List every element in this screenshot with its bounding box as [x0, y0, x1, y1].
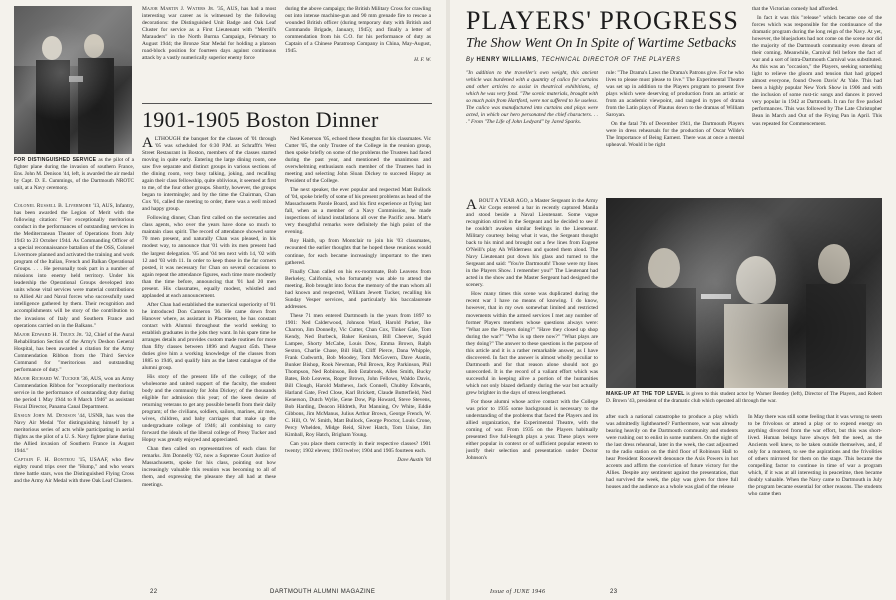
awards-column-3	[285, 6, 431, 98]
article-column-2	[606, 414, 738, 591]
article-paragraph: How many times this scene was duplicated during the recent war I have no means of knowing. I do know, however, that in my own somewhat limited and restricted movements within the armed services I met any number of former Players members whose questions always were: "What are the Players doing?" "Have they closed up shop during the war?" "Who is up there now?" "What plays are they doing?" The answer to these questions is the purpose of this article and it is a rather remarkable answer, as I have discovered. In fact the answer is almost wholly peculiar to Dartmouth and for that reason alone should not go unrecorded. It is the record of a valiant effort which was successful in keeping alive a portion of the humanities which not only blazed defiantly during the war but actually grew brighter in the days of stress lengthened.	[466, 291, 598, 396]
left-page-number: 22	[150, 589, 158, 595]
issue-date: Issue of JUNE 1946	[490, 589, 546, 595]
players-progress-title: PLAYERS' PROGRESS	[466, 6, 739, 35]
byline	[466, 57, 680, 63]
byline-role: , TECHNICAL DIRECTOR OF THE PLAYERS	[536, 57, 681, 63]
article-text: BOUT A YEAR AGO, a Master Sergeant in the Army Air Corps entered a bar in recently captured Manila and stood beside a Naval Lieutenant. Some vague recognition stirred in the Sergeant and he decided to see if he couldn't awaken similar feelings in the Lieutenant. Military courtesy being what it was, the Sergeant thought back to his mind and brought out a few lines from Eugene O'Neill's play Ah Wilderness and quoted them aloud. The Navy Lieutenant put down his glass and turned to the Sergeant and said: "You're Dartmouth! Those were my lines in the Players Show. I remember you!" The Lieutenant had acted in the show and the Master Sergeant had designed the scenery.	[466, 198, 598, 289]
dinner-paragraph: These 71 men entered Dartmouth in the years from 1897 to 1901: Ned Calderwood, Johnson Ward, Harold Parker, Ike Charron, Jim Donnelly, Vic Cutter, Chan Cox, Tinker Gale, Tom Kendy, Ned Burbeck, Baker Kenison, Bill Cheever, Squid Lampee, Shorty McCabe, Louis Dow, Emma Brown, Ralph Sexton, Charlie Chase, Bill Hall, Cliff Pierce, Dana Whipple, Frank Cudworth, Bob Moodey, Tom McGovern, Dave Austin, Bunker Bishop, Rook Newman, Phil Brown, Roy Parkinson, Phil Thompson, Ned Robinson, Bob Estabrook, Allen Smith, Bucky Bates, Bob Leavens, Roger Brown, John Fellows, Waldo Davis, Bill Clough, Harold Mathews, Jack Connell, Chubby Edwards, Harland Gate, Fred Close, Karl Brickett, Claude Butterfield, Ned Kenerson, Dutch Wylie, Gene Dow, Pip Howard, Steve Stevens, Bob Harding, Deacon Hildreth, Pat Manning, Ov White, Eddie Gibbons, Jim McManus, Julius Arthur Brown, George French, W. C. Hill, O. W. Smith, Matt Bullock, George Proctor, Louis Crone, Percy Whelden, Midge Reid, Silver Hatch, Tom Unise, Jim Kimball, Roy Hatch, Brigham Young.	[285, 312, 431, 439]
intro-right-column	[606, 70, 744, 192]
award-lead: Captain F. H. Bonteou	[14, 457, 76, 464]
dinner-paragraph: Following dinner, Chan first called on the secretaries and class agents, who over the years have done so much to maintain class spirit. The record of attendance showed some 70 men present, and naturally Chan was pleased, in his modest way, to announce that '01 with its men present had the largest delegation. '05 and '04 ten next with 14, '02 with 12 and '03 with 11. In order to keep those in the far corners posted, it was necessary for Chan on several occasions to again repeat the attendance figures, each time more modestly than the time before, announcing that '01 had 20 men present. His classmates, equally modest, whistled and applauded at each announcement.	[142, 215, 276, 299]
article-paragraph: For those alumni whose active contact with the College was prior to 1935 some background is necessary to the understanding of the problems that faced the Players and its allied organization, the Experimental Theatre, with the coming of war. From 1935 on the Players habitually presented five full-length plays a year. These plays were either popular in context or of sufficient popular esteem to justify their selection and presentation under Doctor Johnson's	[466, 398, 598, 462]
award-paragraph	[14, 457, 134, 485]
right-caption-text: is given to this student actor by Warner Bentley (left), Director of The Players, and Robert D. Brown '43, president of the dramatic club which operated all through the war.	[606, 391, 883, 404]
award-continued: during the above campaign; the British Military Cross for crawling out into intense machine-gun and 90 mm grenade fire to rescue a wounded British officer (during temporary duty with British and Commando Brigade, January, 1945); and finally a letter of commendation from his C.O. for his performance of duty as Captain of a Chinese Paratroop Company in China, May-August, 1945.	[285, 6, 431, 55]
award-ceremony-photo	[14, 6, 132, 154]
boston-dinner-title: 1901-1905 Boston Dinner	[142, 107, 379, 132]
article-paragraph: On the fatal 7th of December 1941, the Dartmouth Players were in dress rehearsals for the production of Oscar Wilde's The Importance of Being Earnest. There was at once a mental upheaval. Would it be right	[606, 121, 744, 149]
dinner-author: Dave Austin '04	[397, 457, 431, 464]
byline-by: By	[466, 57, 475, 63]
right-page	[450, 0, 896, 600]
award-lead: Colonel Russell B. Livermore	[14, 203, 92, 209]
right-top-column	[752, 6, 882, 192]
dinner-paragraph: The next speaker, the ever popular and respected Matt Bullock of '04, spoke briefly of some of his present problems as head of the Massachusetts Parole Board, and his first experience at flying last fall, when as a member of a Navy Commission, he made inspections of island installations all over the Pacific area. Matt's very thoughtful remarks were definitely the high point of the evening.	[285, 187, 431, 236]
award-text: '15, USAAF, who flew eighty round trips over the "Hump," and who wears three battle stars, won the Distinguished Flying Cross and the Army Air Medal with three Oak Leaf Clusters.	[14, 457, 134, 485]
award-text: '35, AUS, has had a most interesting war career as is witnessed by the following decorations: the Distinguished Unit Badge and Oak Leaf Cluster for service as a First Lieutenant with "Merrill's Marauders" in the North Burma Campaign, February to August 1944; the Bronze Star Medal for holding a platoon road-block position for fourteen days against continuous attack by a vastly numerically superior enemy force	[142, 6, 276, 62]
article-paragraph: In fact it was this "release" which became one of the forces which was responsible for the continuance of the dramatic program during the long reign of the Navy. At yet, however, the bluejackets had not come on the scene nor did the majority of the Dartmouth community even dream of their coming. Meanwhile, Carnival fell before the fact of war and a sort of intra-Dartmouth Carnival was substituted. As this was an "occasion," the Players, seeking something light to relieve the gloom and tension that had gripped almost everyone, found Owen Davis' At Yale. This had been a highly popular New York Show in 1906 and with the inclusion of some rust-tic songs and dances it proved very popular in 1942 at Dartmouth. It ran for five packed performances. This was followed by The Late Christopher Bean in March and Out of the Frying Pan in April. This was repeated for Commencement.	[752, 15, 882, 127]
award-paragraph	[14, 376, 134, 411]
awards-column-2	[142, 6, 276, 102]
article-paragraph: rule: "The Drama's Laws the Drama's Patrons give. For he who lives to please must please to live." The Experimental Theatre was set up in addition to the Players program to present five plays which were deserving of production from an artistic or from an academic viewpoint, and ranged in types of drama from the Latin plays of Plautus down to the dramas of William Saroyan.	[606, 70, 744, 119]
drop-cap: A	[142, 136, 153, 151]
article-paragraph	[466, 198, 598, 289]
drop-cap: A	[466, 198, 477, 213]
award-text: '36, AUS, won an Army Commendation Ribbon for "exceptionally meritorious service in the performance of outstanding duty during the period 1 May 1944 to 8 March 1946" as assistant Fiscal Director, Panama Canal Department.	[14, 375, 134, 410]
left-photo-caption	[14, 157, 134, 191]
award-lead: Major Richard W. Tucker	[14, 375, 80, 382]
award-lead: Major Edward H. Truex Jr.	[14, 331, 84, 338]
award-text: '44, USNR, has won the Navy Air Medal "for distinguishing himself by a meritorious series of acts while participating in aerial flights as the pilot of a U. S. Navy fighter plane during the Allied invasion of Southern France in August 1944."	[14, 412, 134, 455]
right-page-number: 23	[610, 589, 618, 595]
award-lead: Major Martin J. Waters Jr.	[142, 6, 215, 12]
dinner-paragraph: Roy Haith, up from Montclair to join his '03 classmates, recounted the earlier thoughts that he hoped these reunions would continue, for each became increasingly important to the men gathered.	[285, 238, 431, 266]
dinner-column-2	[285, 136, 431, 591]
award-paragraph	[14, 203, 134, 330]
makeup-figures	[606, 198, 882, 388]
dinner-paragraph: After Chan had established the numerical superiority of '01 he introduced Don Cameron '36. He came down from Hanover where, as assistant in Placement, he has constant contact with Alumni throughout the world seeking to establish graduates in the jobs they want. In his spare time he arranges details and provides custom made routines for more than fifty classes between 1896 and August 45th. These duties give him a working knowledge of the classes from 1885 to 1946, and qualify him as the latest catalogue of the alumni group.	[142, 301, 276, 371]
article-paragraph: that the Victorian comedy had afforded.	[752, 6, 839, 12]
dinner-paragraph: His story of the present life of the college; of the wholesome and united support of the faculty, the student body and the community for John Dickey; of the thousands eligible for admission this year; of the keen desire of returning veterans to get any possible benefit from their daily program; of the civilians, soldiers, sailors, marines, air men, wives, children, and baby carriages that make up the undergraduate college of 1946; all combining to carry forward the ideals of the liberal college of Presy Tucker and Hopsy was greatly enjoyed and appreciated.	[142, 374, 276, 444]
dinner-paragraph	[142, 136, 276, 213]
dinner-text: LTHOUGH the banquet for the classes of '01 through '05 was scheduled for 6:30 P.M. at Schrafft's West Street Restaurant in Boston, members of the classes started moving in quite early. Entering the large dining room, one saw five separate and distinct groups in various sections of the dining room, very busy talking, joking, and recalling again their class fellowship, quite oblivious, it seemed at first to me, of the four other groups. Shortly, however, the groups began to intermingle; and by the time the Chairman, Chan Cox '01, called the meeting to order, there was a well mixed and happy group.	[142, 136, 276, 213]
makeup-photo	[606, 198, 882, 388]
magazine-name: DARTMOUTH ALUMNI MAGAZINE	[270, 589, 376, 595]
ledyard-quote: "In addition to the traveller's own weight, this ancient vehicle was burdened with a quantity of calico for curtains and other articles to assist in theatrical exhibitions, of which he was very fond. "The scenic materials, brought with so much pain from Hartford, were not suffered to lie useless. The calico was manufactured into curtains and plays were acted, in which our hero personated the chief characters. . . ." From "The Life of John Ledyard" by Jared Sparks.	[466, 70, 598, 126]
intro-quote	[466, 70, 598, 192]
article-column-1	[466, 198, 598, 591]
article-paragraph: In May there was still some feeling that it was wrong to seem to be frivolous or attend a play or to expend energy on anything divorced from the war effort, but this was short-lived. Human beings have always felt the need, as the Ancients well knew, to be taken outside themselves, and, if only for a moment, to see the aspirations and the frivolities of others mirrored for them on the stage. This became the compelling factor to continue in time of war a program which, if it was at all interesting in peacetime, then became doubly valuable. When the Navy came to Dartmouth in July the program became essential for other reasons. The students who came then	[748, 414, 882, 498]
award-paragraph	[14, 332, 134, 374]
author-initials: H. F. W.	[414, 57, 431, 64]
left-caption-text: as the pilot of a fighter plane during the invasion of southern France, Ens. John M. Denison '44, left, is awarded the air medal by Capt. D. E. Cummings, of the Dartmouth NROTC unit, at a Navy ceremony.	[14, 157, 134, 191]
right-photo-caption	[606, 391, 882, 405]
dinner-column-1	[142, 136, 276, 591]
dinner-paragraph: Ned Kenerson '05, echoed these thoughts for his classmates. Vic Cutter '05, the only Trustee of the College in the reunion group, then spoke briefly on some of the problems the Trustees had faced during the past year, and mentioned the unanimous and overwhelming enthusiasm each member of the Trustees had in meeting and selecting John Sloan Dickey to succeed Hopsy as President of the College.	[285, 136, 431, 185]
article-column-3	[748, 414, 882, 591]
left-caption-label: FOR DISTINGUISHED SERVICE	[14, 157, 97, 163]
photo-figures	[14, 6, 132, 154]
award-paragraph	[142, 6, 276, 62]
article-subtitle: The Show Went On In Spite of Wartime Setbacks	[466, 36, 737, 51]
left-page	[0, 0, 446, 600]
award-paragraph	[14, 413, 134, 455]
byline-name: HENRY WILLIAMS	[476, 57, 537, 63]
award-text: '32, Chief of the Aural Rehabilitation Section of the Army's Deshon General Hospital, has been awarded a citation for the Army Commendation Ribbon from the Third Service Command for "meritorious and outstanding performance of duty."	[14, 331, 134, 373]
dinner-paragraph: Finally Chan called on his ex-roommate, Bob Leavens from Berkeley, California, who fortunately was able to attend the meeting. Bob brought into focus the memory of the man whom all had known and respected, William Jewett Tucker, recalling his Sunday Vesper services, and particularly his baccalaureate addresses.	[285, 268, 431, 310]
award-lead: Ensign John M. Denison	[14, 412, 77, 419]
award-text: '13, AUS, Infantry, has been awarded the Legion of Merit with the following citation: "For exceptionally meritorious conduct in the performances of outstanding services in the Mediterranean Theater of Operations from July 1943 to 23 October 1944. As Commanding Officer of a special reconnaissance battalion of the OSS, Colonel Livermore planned and activated the training and work program of the Italian, French and Balkan Operational Groups. . . . He personally took part in a number of missions into enemy held territory. Under his leadership the Operational Groups developed into units whose vital services were material contributions to Allied Air and Naval forces who successfully used intelligence gathered by them. Their recognition and accomplishments will be story of the contribution to the invasions of Italy and Southern France and operations carried on in the Balkans."	[14, 203, 134, 329]
right-caption-label: MAKE-UP AT THE TOP LEVEL	[606, 391, 685, 397]
awards-column-1	[14, 203, 134, 591]
dinner-paragraph: Can you place them correctly in their respective classes? 1901 twenty; 1902 eleven; 1903 twelve; 1904 and 1905 fourteen each.	[285, 441, 431, 455]
dinner-paragraph: Chan then called on representatives of each class for remarks. Jim Donnelly '02, now a Supreme Court Justice of Massachusetts, spoke for his class, pointing out how increasingly valuable this reunion was becoming to all of them, and expressing the pleasure they all had at these meetings.	[142, 446, 276, 488]
article-paragraph: after such a national catastrophe to produce a play which was admittedly lighthearted? Furthermore, war was already bearing heavily on the Dartmouth community and students were rushing out to enlist in some numbers. On the night of the last dress rehearsal, later in the week, the cast adjourned to the radio station on the third floor of Robinson Hall to hear President Roosevelt denounce the Axis Powers in hot accents and affirm the conviction of future victory for the Allies. Despite any sentiment against the presentation, that had survived the week, the play was given for three full houses and the audience as a whole was glad of the release	[606, 414, 738, 491]
section-divider	[142, 103, 432, 104]
